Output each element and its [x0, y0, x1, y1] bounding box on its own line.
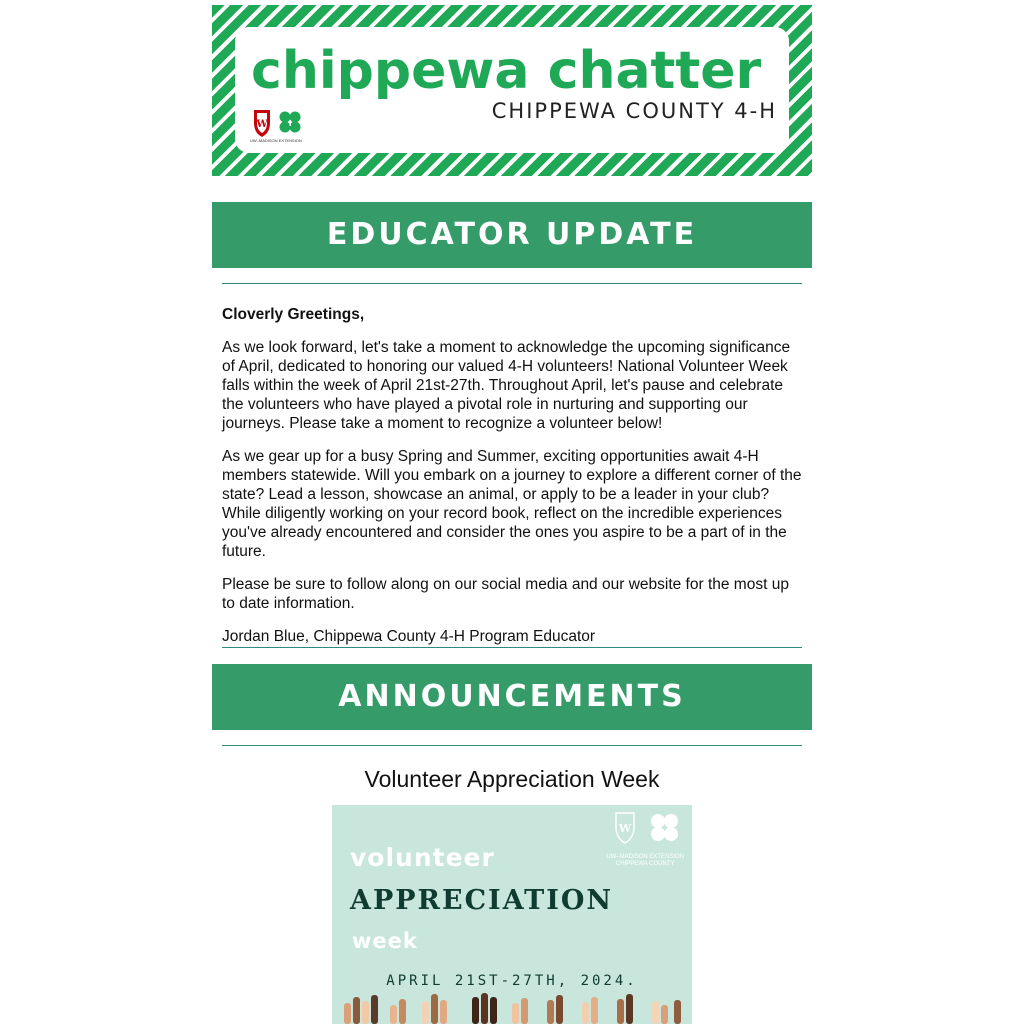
- educator-update-body: [222, 305, 804, 660]
- section-divider: [222, 745, 802, 746]
- four-h-clover-icon: [651, 814, 678, 841]
- poster-dates: APRIL 21ST-27TH, 2024.: [386, 973, 638, 989]
- paragraph: Please be sure to follow along on our social media and our website for the most up to date information.: [222, 576, 789, 612]
- signature: Jordan Blue, Chippewa County 4-H Program Educator: [222, 628, 596, 645]
- poster-logo-caption-line: CHIPPEWA COUNTY: [615, 861, 675, 867]
- poster-word-appreciation: APPRECIATION: [350, 885, 614, 916]
- banner-logos: [250, 107, 310, 147]
- poster-word-volunteer: volunteer: [350, 843, 495, 872]
- raised-hands-illustration: [332, 991, 692, 1024]
- educator-update-heading: EDUCATOR UPDATE: [212, 202, 812, 268]
- four-h-clover-icon: [280, 112, 301, 133]
- announcements-heading: ANNOUNCEMENTS: [212, 664, 812, 730]
- volunteer-appreciation-poster[interactable]: [332, 805, 692, 1024]
- announcement-title: Volunteer Appreciation Week: [364, 766, 660, 792]
- poster-word-week: week: [352, 929, 418, 953]
- section-divider: [222, 647, 802, 648]
- poster-logo-caption: [606, 854, 684, 868]
- greeting: Cloverly Greetings,: [222, 306, 365, 323]
- banner-title: chippewa chatter: [251, 41, 762, 101]
- svg-text:W: W: [256, 119, 268, 130]
- paragraph: As we gear up for a busy Spring and Summer, exciting opportunities await 4-H members statewide. Will you embark on a journey to explore a different corner of the state? Lead a lesson, showcase an animal, or apply to be a leader in your club? While diligently working on your record book, reflect on the incredible experiences you've already encountered and consider the ones you aspire to be a part of in the future.: [222, 448, 802, 560]
- poster-logos: [606, 809, 688, 867]
- section-divider: [222, 283, 802, 284]
- banner-card: [235, 27, 789, 153]
- uw-crest-icon: [254, 110, 270, 137]
- uw-crest-icon: [616, 813, 634, 843]
- banner-logo-caption: UW–MADISON EXTENSION: [250, 138, 302, 143]
- paragraph: As we look forward, let's take a moment to acknowledge the upcoming significance of April, dedicated to honoring our valued 4-H volunteers! National Volunteer Week falls within the week of April 21st-27th. Throughout April, let's pause and celebrate the volunteers who have played a pivotal role in nurturing and supporting our journeys. Please take a moment to recognize a volunteer below!: [222, 339, 791, 432]
- banner-subtitle: CHIPPEWA COUNTY 4-H: [491, 99, 777, 123]
- svg-text:W: W: [618, 822, 632, 835]
- poster-logo-caption-line: UW–MADISON EXTENSION: [606, 854, 684, 860]
- newsletter-banner: [212, 5, 812, 176]
